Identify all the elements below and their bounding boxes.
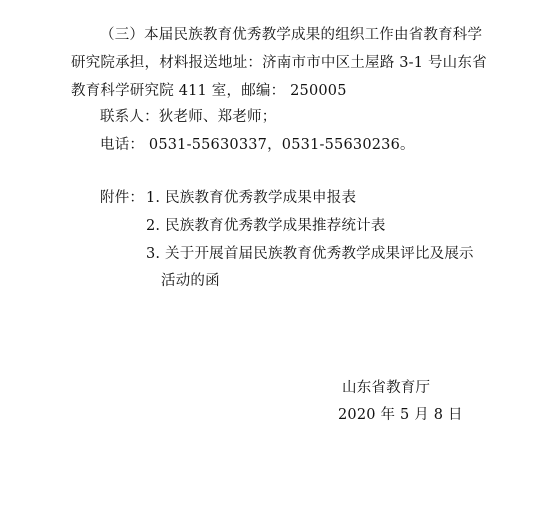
paragraph-line-3: 教育科学研究院 411 室，邮编： 250005: [71, 83, 347, 99]
phone-line: 电话： 0531-55630337，0531-55630236。: [100, 137, 415, 153]
attachment-item-3: 3. 关于开展首届民族教育优秀教学成果评比及展示: [146, 246, 474, 262]
paragraph-line-2: 研究院承担，材料报送地址：济南市市中区土屋路 3-1 号山东省: [71, 55, 487, 71]
attachment-item-1: 1. 民族教育优秀教学成果申报表: [146, 190, 357, 206]
paragraph-line-1: （三）本届民族教育优秀教学成果的组织工作由省教育科学: [100, 27, 483, 43]
contacts-line: 联系人：狄老师、郑老师；: [100, 109, 277, 125]
attachments-label: 附件：: [100, 190, 145, 206]
attachment-item-2: 2. 民族教育优秀教学成果推荐统计表: [146, 218, 386, 234]
signature-org: 山东省教育厅: [342, 380, 431, 396]
signature-date: 2020 年 5 月 8 日: [338, 407, 463, 423]
attachment-item-3-continued: 活动的函: [161, 273, 220, 289]
